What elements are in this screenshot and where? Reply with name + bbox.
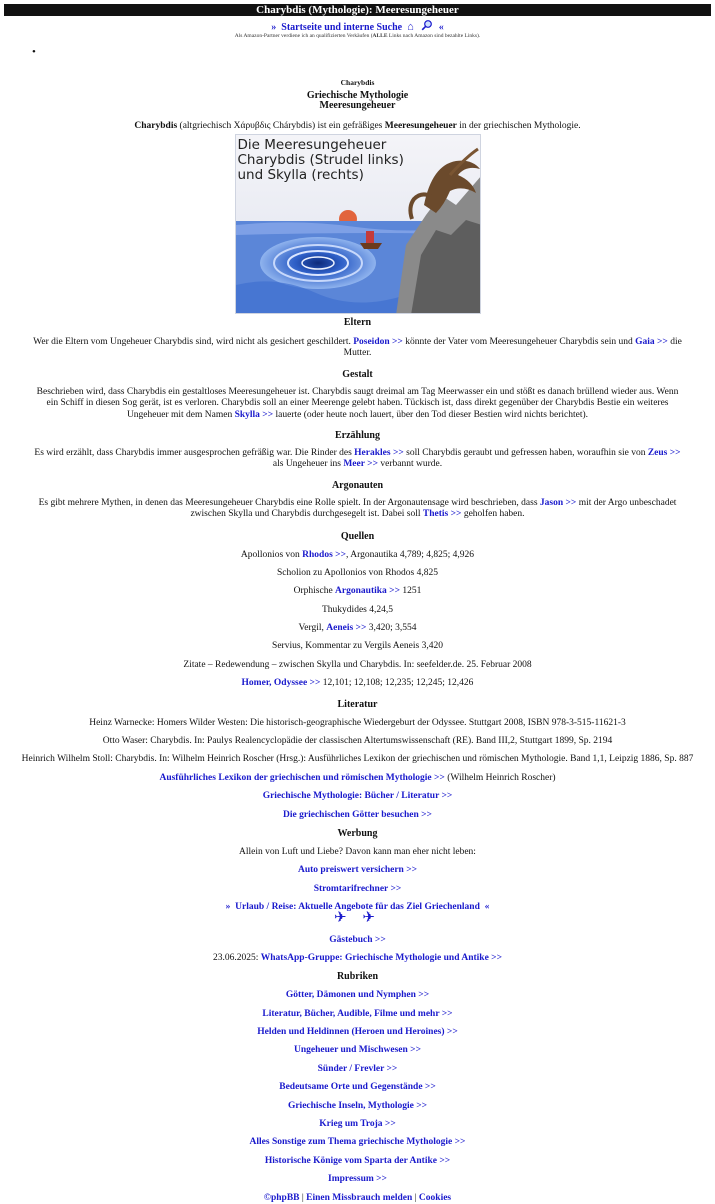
- intro-bold: Meeresungeheuer: [384, 120, 457, 131]
- footer-separator: |: [299, 1192, 307, 1203]
- eltern-text-2: könnte der Vater vom Meeresungeheuer Charybdis sein und: [402, 336, 636, 347]
- footer-separator: |: [412, 1192, 419, 1203]
- startseite-label: Startseite und interne Suche: [281, 22, 403, 33]
- rubrik-item: [0, 1156, 715, 1167]
- skylla-link[interactable]: Skylla >>: [234, 409, 274, 420]
- rubriken-list: [0, 990, 715, 1185]
- charybdis-skylla-illustration: [235, 134, 481, 314]
- rubrik-suender-link[interactable]: Sünder / Frevler >>: [317, 1063, 398, 1074]
- quelle-5-b: 3,420; 3,554: [366, 623, 417, 634]
- rubrik-item: [0, 990, 715, 1001]
- rubrik-sonstiges-link[interactable]: Alles Sonstige zum Thema griechische Mythologie >>: [249, 1137, 466, 1148]
- home-icon[interactable]: ⌂: [407, 21, 414, 33]
- argonauten-paragraph: [0, 498, 715, 521]
- literatur-1: Heinz Warnecke: Homers Wilder Westen: Die historisch-geographische Wiedergeburt der Odyssee. Stuttgart 2008, ISBN 978-3-515-11621-3: [89, 717, 626, 728]
- gestalt-text-2: lauerte (oder heute noch lauert, über den Tod dieser Bestien wird nichts berichtet).: [273, 409, 589, 420]
- quelle-3: [0, 586, 715, 597]
- amazon-disclosure: [0, 33, 715, 40]
- auto-versichern-link[interactable]: Auto preiswert versichern >>: [297, 865, 418, 876]
- header-line-2: Meeresungeheuer: [319, 100, 396, 112]
- literatur-5: [0, 791, 715, 802]
- stromtarifrechner-link[interactable]: Stromtarifrechner >>: [313, 883, 402, 894]
- page-footer: [0, 1193, 715, 1204]
- werbung-3: [0, 884, 715, 895]
- quellen-list: [0, 550, 715, 690]
- page-title: Charybdis (Mythologie): Meeresungeheuer: [4, 4, 711, 16]
- illustration-caption: [238, 138, 404, 183]
- top-navigation: [0, 19, 715, 32]
- rhodos-link[interactable]: Rhodos >>: [302, 549, 346, 560]
- section-title-eltern: Eltern: [343, 316, 372, 328]
- amazon-note-bold: ALLE: [372, 33, 388, 39]
- quelle-1-a: Apollonios von: [240, 549, 303, 560]
- whatsapp-date: 23.06.2025:: [213, 952, 261, 963]
- quelle-6: Servius, Kommentar zu Vergils Aeneis 3,420: [272, 641, 443, 652]
- urlaub-suffix: «: [484, 902, 490, 913]
- werbung-list: [0, 847, 715, 964]
- buecher-literatur-link[interactable]: Griechische Mythologie: Bücher / Literatur >>: [262, 791, 453, 802]
- rubrik-literatur-link[interactable]: Literatur, Bücher, Audible, Filme und mehr >>: [262, 1008, 453, 1019]
- header-small: Charybdis: [340, 77, 375, 87]
- erzaehlung-text-1: Es wird erzählt, dass Charybdis immer ausgesprochen gefräßig war. Die Rinder des: [34, 447, 355, 458]
- rubrik-orte-link[interactable]: Bedeutsame Orte und Gegenstände >>: [279, 1082, 436, 1093]
- argonauten-text-1: Es gibt mehrere Mythen, in denen das Meeresungeheuer Charybdis eine Rolle spielt. In der Argonautensage wird beschrieben, dass: [38, 497, 540, 508]
- quelle-3-b: 1251: [399, 586, 422, 597]
- literatur-4: [0, 773, 715, 784]
- quelle-8-b: 12,101; 12,108; 12,235; 12,245; 12,426: [320, 678, 474, 689]
- literatur-3: Heinrich Wilhelm Stoll: Charybdis. In: Wilhelm Heinrich Roscher (Hrsg.): Ausführliches Lexikon der griechischen und römischen Mythologie. Band 1,1, Leipzig 1886, Sp. 887: [21, 754, 694, 765]
- thetis-link[interactable]: Thetis >>: [422, 509, 462, 520]
- section-title-werbung: Werbung: [337, 827, 378, 839]
- caption-line-1: Die Meeresungeheuer: [237, 136, 387, 153]
- erzaehlung-text-2: soll Charybdis geraubt und gefressen haben, woraufhin sie von: [403, 447, 648, 458]
- urlaub-label: Urlaub / Reise: Aktuelle Angebote für das Ziel Griechenland: [235, 902, 480, 913]
- zeus-link[interactable]: Zeus >>: [647, 447, 681, 458]
- odyssee-link[interactable]: Homer, Odyssee >>: [241, 678, 321, 689]
- urlaub-prefix: »: [225, 902, 231, 913]
- quelle-3-a: Orphische: [293, 586, 336, 597]
- rubrik-troja-link[interactable]: Krieg um Troja >>: [319, 1119, 396, 1130]
- section-title-literatur: Literatur: [337, 698, 378, 710]
- literatur-2: Otto Waser: Charybdis. In: Paulys Realencyclopädie der classischen Altertumswissenschaft (RE). Band III,2, Stuttgart 1899, Sp. 2194: [102, 736, 613, 747]
- section-title-erzaehlung: Erzählung: [334, 429, 380, 441]
- search-icon[interactable]: [419, 21, 437, 33]
- section-title-rubriken: Rubriken: [336, 971, 379, 983]
- herakles-link[interactable]: Herakles >>: [354, 447, 404, 458]
- phpbb-link[interactable]: ©phpBB: [263, 1192, 300, 1203]
- eltern-text-1: Wer die Eltern vom Ungeheuer Charybdis sind, wird nicht als gesichert geschildert.: [33, 336, 354, 347]
- werbung-1: Allein von Luft und Liebe? Davon kann man eher nicht leben:: [239, 846, 476, 857]
- airplane-icons: ✈ ✈: [334, 909, 381, 926]
- section-title-gestalt: Gestalt: [342, 368, 373, 380]
- rubrik-item: [0, 1064, 715, 1075]
- quelle-8: [0, 678, 715, 689]
- intro-text-1: (altgriechisch Χάρυβδις Chárybdis) ist ein gefräßiges: [177, 120, 385, 131]
- meer-link[interactable]: Meer >>: [343, 459, 378, 470]
- rubrik-item: [0, 1082, 715, 1093]
- nav-suffix[interactable]: «: [438, 22, 444, 33]
- quelle-4: Thukydides 4,24,5: [322, 604, 393, 615]
- amazon-note-1: Als Amazon-Partner verdiene ich an qualifizierten Verkäufen (: [234, 33, 373, 39]
- rubrik-item: [0, 1174, 715, 1185]
- header-line-1: Griechische Mythologie: [306, 89, 409, 101]
- rubrik-item: [0, 1137, 715, 1148]
- rubrik-item: [0, 1009, 715, 1020]
- quelle-5-a: Vergil,: [298, 623, 327, 634]
- impressum-link[interactable]: Impressum >>: [328, 1174, 387, 1185]
- literatur-list: [0, 718, 715, 821]
- rubrik-goetter-link[interactable]: Götter, Dämonen und Nymphen >>: [285, 990, 430, 1001]
- rubrik-item: [0, 1101, 715, 1112]
- jason-link[interactable]: Jason >>: [539, 497, 577, 508]
- erzaehlung-text-4: verbannt wurde.: [378, 459, 443, 470]
- startseite-link[interactable]: [271, 22, 402, 33]
- werbung-5: [0, 935, 715, 946]
- erzaehlung-paragraph: [0, 448, 715, 471]
- amazon-note-2: Links nach Amazon sind bezahlte Links).: [387, 33, 481, 39]
- werbung-6: [0, 953, 715, 964]
- werbung-2: [0, 865, 715, 876]
- roscher-lexikon-link[interactable]: Ausführliches Lexikon der griechischen und römischen Mythologie >>: [159, 772, 445, 783]
- gestalt-paragraph: [0, 387, 715, 421]
- section-title-argonauten: Argonauten: [331, 479, 384, 491]
- caption-line-3: und Skylla (rechts): [237, 166, 364, 183]
- gestalt-text-1: Beschrieben wird, dass Charybdis ein gestaltloses Meeresungeheuer ist. Charybdis saugt dreimal am Tag Meerwasser ein und stößt es danach brüllend wieder aus. Wenn ein Schiff in diesen Sog gerät, ist es verloren. Charybdis soll an einer Meerenge gelebt haben. Tückisch ist, dass direkt gegenüber der Charybdis Bestie ein weiteres Ungeheuer mit dem Namen: [36, 386, 679, 420]
- rubrik-inseln-link[interactable]: Griechische Inseln, Mythologie >>: [287, 1100, 428, 1111]
- literatur-4-b: (Wilhelm Heinrich Roscher): [444, 772, 556, 783]
- rubrik-item: [0, 1045, 715, 1056]
- nav-prefix: »: [271, 22, 277, 33]
- rubrik-sparta-link[interactable]: Historische Könige vom Sparta der Antike >>: [264, 1155, 451, 1166]
- section-title-quellen: Quellen: [340, 530, 375, 542]
- quelle-5: [0, 623, 715, 634]
- rubrik-ungeheuer-link[interactable]: Ungeheuer und Mischwesen >>: [293, 1045, 422, 1056]
- goetter-besuchen-link[interactable]: Die griechischen Götter besuchen >>: [283, 809, 432, 820]
- argonauten-text-2: mit der Argo unbeschadet zwischen Skylla und Charybdis durchgesegelt ist. Dabei soll: [190, 497, 677, 520]
- argonautika-link[interactable]: Argonautika >>: [335, 586, 400, 597]
- report-abuse-link[interactable]: Einen Missbrauch melden: [306, 1192, 413, 1203]
- rubrik-item: [0, 1119, 715, 1130]
- erzaehlung-text-3: als Ungeheuer ins: [272, 459, 344, 470]
- argonauten-text-3: geholfen haben.: [461, 509, 525, 520]
- quelle-1-b: , Argonautika 4,789; 4,825; 4,926: [345, 549, 475, 560]
- quelle-2: Scholion zu Apollonios von Rhodos 4,825: [277, 567, 438, 578]
- intro-paragraph: [0, 121, 715, 132]
- cookies-link[interactable]: Cookies: [418, 1192, 452, 1203]
- rubrik-item: [0, 1027, 715, 1038]
- whatsapp-group-link[interactable]: WhatsApp-Gruppe: Griechische Mythologie und Antike >>: [260, 952, 502, 963]
- aeneis-link[interactable]: Aeneis >>: [326, 623, 367, 634]
- empty-list-bullet: •: [32, 45, 36, 58]
- intro-text-2: in der griechischen Mythologie.: [456, 120, 581, 131]
- eltern-paragraph: [0, 337, 715, 360]
- eltern-text-3: die Mutter.: [343, 336, 682, 359]
- rubrik-helden-link[interactable]: Helden und Heldinnen (Heroen und Heroines) >>: [257, 1027, 458, 1038]
- quelle-7: Zitate – Redewendung – zwischen Skylla und Charybdis. In: seefelder.de. 25. Februar 2008: [183, 659, 532, 670]
- quelle-1: [0, 550, 715, 561]
- caption-line-2: Charybdis (Strudel links): [237, 151, 404, 168]
- gaia-link[interactable]: Gaia >>: [635, 336, 668, 347]
- intro-name: Charybdis: [134, 120, 178, 131]
- poseidon-link[interactable]: Poseidon >>: [353, 336, 403, 347]
- gaestebuch-link[interactable]: Gästebuch >>: [329, 934, 386, 945]
- literatur-6: [0, 810, 715, 821]
